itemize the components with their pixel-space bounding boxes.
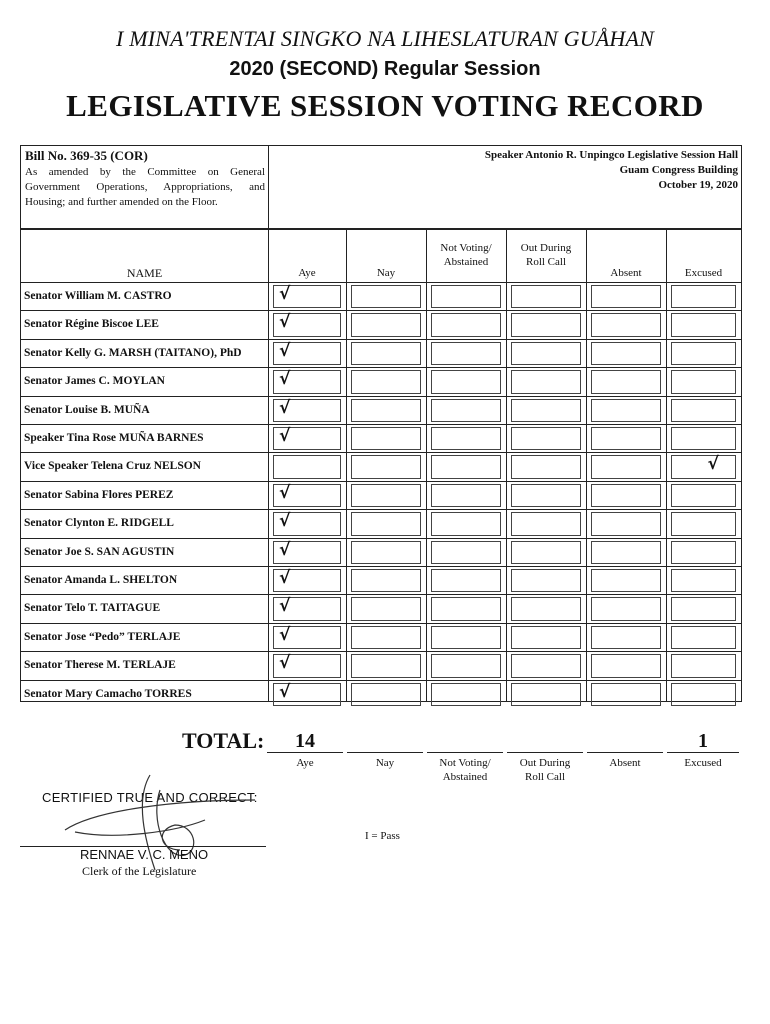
checkmark-icon: √ [279,369,291,390]
checkmark-icon: √ [279,596,291,617]
venue-building: Guam Congress Building [619,164,738,176]
total-line-absent [587,752,663,753]
vote-cell-absent [591,626,661,649]
vote-cell-not_voting [431,569,501,592]
vote-cell-nay [351,512,421,535]
total-line-not-voting [427,752,503,753]
checkmark-icon: √ [279,624,291,645]
venue-hall: Speaker Antonio R. Unpingco Legislative Session Hall [484,149,738,161]
row-divider [21,424,741,425]
vote-cell-absent [591,455,661,478]
row-divider [21,651,741,652]
vote-cell-absent [591,683,661,706]
vote-cell-excused [671,370,736,393]
total-label-not-voting [422,756,508,784]
col-header-out-during-line2: Roll Call [525,256,567,268]
total-label: TOTAL: [182,728,265,753]
vote-cell-absent [591,569,661,592]
legislator-name: Senator Amanda L. SHELTON [24,574,178,586]
vote-cell-out_during [511,512,581,535]
vote-cell-excused [671,626,736,649]
checkmark-icon: √ [707,454,719,475]
vote-cell-not_voting [431,370,501,393]
checkmark-icon: √ [279,340,291,361]
vote-cell-nay [351,597,421,620]
vote-cell-not_voting [431,512,501,535]
legislator-name: Senator William M. CASTRO [24,290,172,302]
column-divider [346,230,347,701]
vote-cell-out_during [511,597,581,620]
total-label-aye: Aye [296,757,314,769]
legislature-title: I MINA'TRENTAI SINGKO NA LIHESLATURAN GUÅHAN [115,26,655,51]
vote-cell-absent [591,399,661,422]
row-divider [21,594,741,595]
legislator-name: Vice Speaker Telena Cruz NELSON [24,460,201,473]
vote-cell-absent [591,484,661,507]
row-divider [21,310,741,311]
row-divider [21,623,741,624]
row-divider [21,367,741,368]
legislator-name: Senator Régine Biscoe LEE [24,318,159,331]
legislator-name: Senator Mary Camacho TORRES [24,687,192,700]
vote-cell-absent [591,512,661,535]
vote-cell-out_during [511,626,581,649]
vote-cell-excused [671,285,736,308]
vote-cell-absent [591,342,661,365]
bill-description: As amended by the Committee on General Government Operations, Appropriations, and Housing; and further amended on the Floor. [25,166,265,208]
vote-cell-excused [671,342,736,365]
vote-cell-out_during [511,654,581,677]
vote-cell-out_during [511,342,581,365]
total-aye-value: 14 [295,730,315,752]
legislator-name: Speaker Tina Rose MUÑA BARNES [24,432,204,444]
vote-cell-not_voting [431,285,501,308]
vote-cell-excused [671,484,736,507]
vote-cell-out_during [511,313,581,336]
col-header-out-during [506,230,586,282]
col-header-nay: Nay [376,267,396,279]
vote-cell-absent [591,654,661,677]
vote-cell-excused [671,313,736,336]
row-divider [21,566,741,567]
checkmark-icon: √ [279,284,291,304]
total-line-out-during [507,752,583,753]
legend-note: I = Pass [365,830,400,842]
checkmark-icon: √ [279,482,291,503]
session-date: October 19, 2020 [658,179,738,191]
vote-cell-nay [351,342,421,365]
vote-cell-nay [351,455,421,478]
vote-cell-absent [591,597,661,620]
checkmark-icon: √ [279,397,291,418]
legislator-name: Senator Telo T. TAITAGUE [24,602,161,615]
column-divider [268,230,269,701]
certification-statement: CERTIFIED TRUE AND CORRECT: [42,790,258,805]
total-label-excused: Excused [684,757,722,769]
vote-cell-out_during [511,455,581,478]
total-label-nay: Nay [375,757,395,769]
vote-cell-nay [351,484,421,507]
checkmark-icon: √ [279,426,291,446]
vote-cell-out_during [511,370,581,393]
legislator-name: Senator Joe S. SAN AGUSTIN [24,545,175,558]
vote-cell-out_during [511,484,581,507]
vote-cell-nay [351,399,421,422]
legislator-name: Senator Sabina Flores PEREZ [24,488,174,501]
total-label-absent: Absent [609,757,641,769]
vote-cell-excused [671,512,736,535]
vote-cell-not_voting [431,541,501,564]
voting-table [20,229,742,702]
vote-cell-not_voting [431,455,501,478]
bill-info-box [20,145,742,229]
vote-cell-nay [351,569,421,592]
vote-cell-not_voting [431,484,501,507]
vote-cell-nay [351,654,421,677]
col-header-not-voting-line2: Abstained [443,256,489,268]
vote-cell-out_during [511,541,581,564]
col-header-excused: Excused [684,267,723,279]
checkmark-icon: √ [279,681,291,702]
vote-cell-not_voting [431,654,501,677]
vote-cell-nay [351,626,421,649]
legislator-name: Senator Therese M. TERLAJE [24,659,176,672]
session-title: 2020 (SECOND) Regular Session [229,58,541,80]
info-divider [268,146,269,228]
row-divider [21,452,741,453]
vote-cell-not_voting [431,427,501,450]
col-header-absent: Absent [610,267,642,279]
legislator-name: Senator Louise B. MUÑA [24,403,150,416]
vote-cell-out_during [511,427,581,450]
column-divider [586,230,587,701]
vote-cell-not_voting [431,313,501,336]
vote-cell-not_voting [431,342,501,365]
col-header-name: NAME [126,266,163,280]
vote-cell-not_voting [431,683,501,706]
vote-cell-excused [671,455,736,478]
vote-cell-excused [671,654,736,677]
document-title: LEGISLATIVE SESSION VOTING RECORD [66,88,704,123]
vote-cell-aye [273,455,341,478]
col-header-not-voting [426,230,506,282]
vote-cell-absent [591,427,661,450]
vote-cell-out_during [511,683,581,706]
column-divider [426,230,427,701]
vote-cell-not_voting [431,626,501,649]
total-label-out-during-line1: Out During [519,757,571,769]
legislator-name: Senator Clynton E. RIDGELL [24,517,174,530]
vote-cell-excused [671,399,736,422]
row-divider [21,509,741,510]
row-divider [21,481,741,482]
vote-cell-excused [671,569,736,592]
row-divider [21,339,741,340]
total-label-not-voting-line1: Not Voting/ [439,757,491,769]
legislator-name: Senator James C. MOYLAN [24,375,165,388]
vote-cell-out_during [511,569,581,592]
row-divider [21,396,741,397]
column-divider [666,230,667,701]
row-divider [21,680,741,681]
checkmark-icon: √ [279,539,291,560]
vote-cell-nay [351,370,421,393]
total-excused-value: 1 [698,730,708,752]
legislator-name: Senator Kelly G. MARSH (TAITANO), PhD [24,346,242,359]
vote-cell-excused [671,427,736,450]
row-divider [21,538,741,539]
checkmark-icon: √ [279,312,291,333]
col-header-out-during-line1: Out During [520,242,572,254]
vote-cell-nay [351,541,421,564]
vote-cell-out_during [511,399,581,422]
vote-cell-out_during [511,285,581,308]
clerk-title: Clerk of the Legislature [82,864,197,878]
total-label-not-voting-line2: Abstained [442,771,488,783]
vote-cell-not_voting [431,597,501,620]
vote-cell-not_voting [431,399,501,422]
total-line-nay [347,752,423,753]
total-label-out-during-line2: Roll Call [524,771,566,783]
venue-block [485,148,738,193]
clerk-name: RENNAE V. C. MENO [80,847,209,862]
vote-cell-absent [591,541,661,564]
vote-cell-nay [351,313,421,336]
vote-cell-excused [671,683,736,706]
vote-cell-absent [591,370,661,393]
col-header-not-voting-line1: Not Voting/ [440,242,492,254]
total-label-out-during [502,756,588,784]
vote-cell-absent [591,285,661,308]
vote-cell-nay [351,427,421,450]
vote-cell-excused [671,541,736,564]
vote-cell-excused [671,597,736,620]
checkmark-icon: √ [279,511,291,532]
legislator-name: Senator Jose “Pedo” TERLAJE [24,630,181,643]
bill-number: Bill No. 369-35 (COR) [25,148,148,163]
column-divider [506,230,507,701]
checkmark-icon: √ [279,653,291,674]
vote-cell-nay [351,285,421,308]
checkmark-icon: √ [279,568,291,588]
vote-cell-absent [591,313,661,336]
vote-cell-nay [351,683,421,706]
col-header-aye: Aye [298,267,316,279]
row-divider [21,282,741,283]
